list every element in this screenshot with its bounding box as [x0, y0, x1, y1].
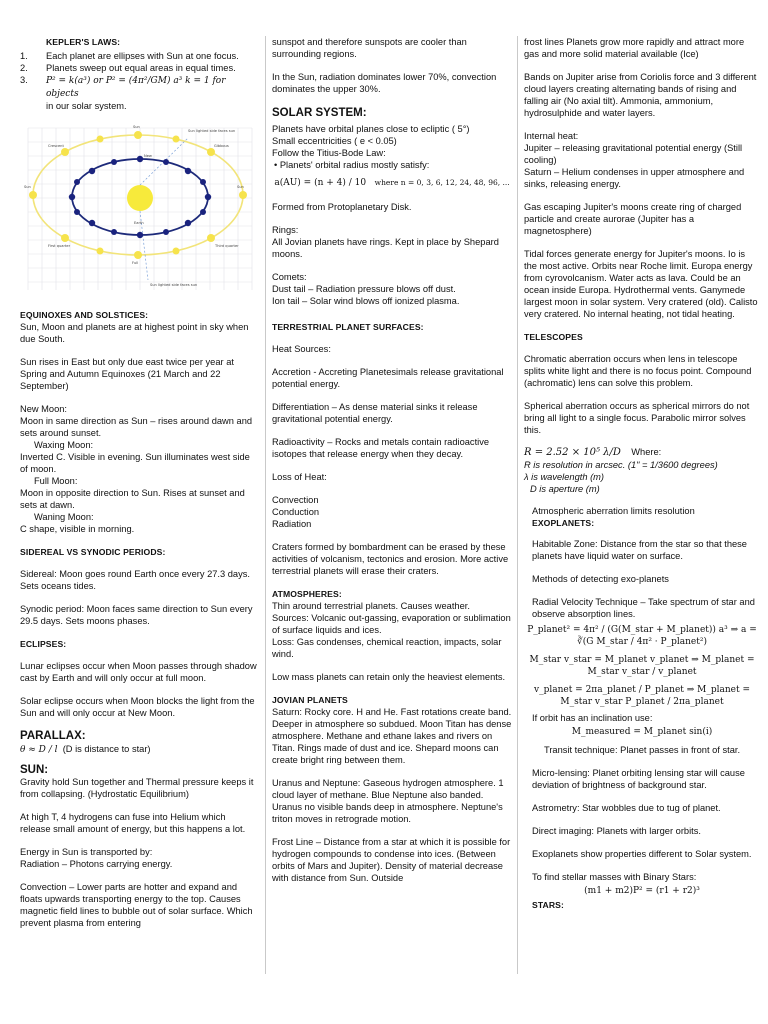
eclipses-p2: Solar eclipse occurs when Moon blocks the light from the Sun and will only occur at New Moon.: [20, 696, 255, 718]
radioactivity: Radioactivity – Rocks and metals contain radioactive isotopes that release energy when they decay.: [272, 437, 490, 459]
loss-heading: Loss of Heat:: [272, 472, 327, 482]
exoplanet-properties: Exoplanets show properties different to Solar system.: [532, 849, 752, 859]
solar-title: SOLAR SYSTEM:: [272, 107, 367, 119]
habitable-zone: Habitable Zone: Distance from the star so that these planets have liquid water on surface.: [532, 539, 747, 561]
sun-title: SUN:: [20, 764, 49, 776]
resolution-block: R = 2.52 × 10⁵ λ/D Where: R is resolution in arcsec. (1" = 1/3600 degrees) λ is wavelength (m) D is aperture (m): [524, 447, 718, 494]
exo-formula-3: v_planet = 2πa_planet / P_planet ⇒ M_planet = M_star v_star P_planet / 2πa_planet: [533, 685, 751, 707]
column-2: [272, 36, 512, 974]
eclipses-p1: Lunar eclipses occur when Moon passes through shadow cast by Earth and will only occur at full moon.: [20, 661, 257, 683]
binary-stars: To find stellar masses with Binary Stars:: [532, 872, 697, 882]
parallax-title: PARALLAX:: [20, 730, 86, 742]
diagram-label: Earth: [134, 221, 144, 225]
equinox-p2: Sun rises in East but only due east twice per year at Spring and Autumn Equinoxes (21 March and 22 September): [20, 357, 234, 391]
transit: Transit technique: Planet passes in front of star.: [544, 745, 741, 755]
exo-formula-4: M_measured = M_planet sin(i): [571, 727, 713, 737]
exo-formula-5: (m1 + m2)P² = (r1 + r2)³: [584, 886, 700, 896]
atmospheres-list: Thin around terrestrial planets. Causes weather. Sources: Volcanic out-gassing, evaporation or sublimation of surface liquids and ices. Loss: Gas condenses, chemical reaction, impacts, solar wind.: [272, 601, 511, 659]
moon-phases-diagram: [20, 120, 258, 298]
jovian-saturn: Saturn: Rocky core. H and He. Fast rotations create band. Deeper in atmosphere so subdued. Moon Titan has dense atmosphere. Methane and ethane lakes and rivers on Titan. Rings made of dust and ice. Shepard moons can create bright ring between them.: [272, 707, 512, 765]
kepler-list: [20, 50, 258, 112]
eclipses-title: ECLIPSES:: [20, 639, 67, 649]
diagram-label: New: [144, 154, 152, 158]
atmospheres-title: ATMOSPHERES:: [272, 589, 342, 599]
differentiation: Differentiation – As dense material sinks it release gravitational potential energy.: [272, 402, 478, 424]
diagram-label: Sun lighted side faces sun: [150, 283, 198, 287]
astrometry: Astrometry: Star wobbles due to tug of planet.: [532, 803, 721, 813]
spherical-aberration: Spherical aberration occurs as spherical mirrors do not bring all light to a single focus. Parabolic mirror solves this.: [524, 401, 750, 435]
sidereal-p2: Synodic period: Moon faces same direction to Sun every 29.5 days. Sets moons phases.: [20, 604, 253, 626]
atmospheric-aberration: Atmospheric aberration limits resolution: [532, 506, 695, 516]
atmospheres-p2: Low mass planets can retain only the heaviest elements.: [272, 672, 506, 682]
craters: Craters formed by bombardment can be erased by these activities of volcanism, tectonics and erosion. More active terrestrial planets will erase their craters.: [272, 542, 509, 576]
jovian-title: JOVIAN PLANETS: [272, 695, 348, 705]
frost-line: Frost Line – Distance from a star at which it is possible for hydrogen compounds to condense into ices. (Between orbits of Mars and Jupiter). Density of material decrease with distance from Sun. Outside: [272, 837, 511, 883]
diagram-label: First quarter: [48, 244, 71, 248]
inclination: If orbit has an inclination use:: [532, 713, 653, 723]
diagram-label: Full: [132, 261, 139, 265]
exo-formula-1: P_planet² = 4π² / (G(M_star + M_planet)) a³ ⇒ a = ∛(G M_star / 4π² · P_planet²): [527, 625, 757, 647]
solar-rings: Rings: All Jovian planets have rings. Kept in place by Shepard moons.: [272, 225, 499, 259]
kepler-title: KEPLER'S LAWS:: [46, 37, 121, 47]
solar-rules: Planets have orbital planes close to ecliptic ( 5°) Small eccentricities ( e < 0.05) Follow the Titius-Bode Law: • Planets' orbital radius mostly satisfy:: [272, 124, 470, 170]
diagram-label: Sun: [133, 125, 140, 129]
parallax-formula: θ ≈ D / l: [20, 745, 58, 755]
telescopes-title: TELESCOPES: [524, 332, 583, 342]
moon-phases-text: New Moon: Moon in same direction as Sun – rises around dawn and sets around sunset. Waxing Moon: Inverted C. Visible in evening. Sun illuminates west side of moon. Full Moon: Moon in opposite direction to Sun. Rises at sunset and sets at dawn. Waning Moon: C shape, visible in morning.: [20, 404, 253, 534]
kepler-law: 1. Each planet are ellipses with Sun at one focus.: [20, 51, 239, 61]
sun-p3: Energy in Sun is transported by: Radiation – Photons carrying energy.: [20, 847, 173, 869]
sun-p2: At high T, 4 hydrogens can fuse into Helium which release small amount of energy, but this happens a lot.: [20, 812, 246, 834]
jovian-uranus: Uranus and Neptune: Gaseous hydrogen atmosphere. 1 cloud layer of methane. Blue Neptune also banded. Uranus no visible bands deep in atmosphere. Neptune's triton moves in retrograde motion.: [272, 778, 504, 824]
chromatic-aberration: Chromatic aberration occurs when lens in telescope splits white light and there is no focus point. Compound (achromatic) lens can solve this problem.: [524, 354, 752, 388]
column-divider: [517, 36, 518, 974]
exo-formula-2: M_star v_star = M_planet v_planet ⇒ M_planet = M_star v_star / v_planet: [529, 655, 755, 677]
sun-p6: In the Sun, radiation dominates lower 70%, convection dominates the upper 30%.: [272, 72, 497, 94]
loss-list: Convection Conduction Radiation: [272, 495, 320, 529]
accretion: Accretion - Accreting Planetesimals release gravitational potential energy.: [272, 367, 504, 389]
sun-p5: sunspot and therefore sunspots are cooler than surrounding regions.: [272, 37, 467, 59]
stars-title: STARS:: [532, 900, 564, 910]
equinox-title: EQUINOXES AND SOLSTICES:: [20, 310, 149, 320]
exoplanets-title: EXOPLANETS:: [532, 518, 595, 528]
terrestrial-title: TERRESTRIAL PLANET SURFACES:: [272, 322, 424, 332]
diagram-label: Third quarter: [215, 244, 239, 248]
parallax-line: θ ≈ D / l (D is distance to star): [20, 744, 151, 755]
direct-imaging: Direct imaging: Planets with larger orbits.: [532, 826, 701, 836]
sun-p4: Convection – Lower parts are hotter and expand and floats upwards transporting energy to the top. Causes magnetic field lines to bubble out of solar surface. Which prevent plasma from entering: [20, 882, 253, 928]
kepler-law: 2. Planets sweep out equal areas in equal times.: [20, 63, 236, 73]
diagram-label: Gibbous: [214, 144, 229, 148]
detection-methods: Methods of detecting exo-planets: [532, 574, 669, 584]
jupiter-aurorae: Gas escaping Jupiter's moons create ring of charged particle and create aurorae (Jupiter has a magnetosphere): [524, 202, 742, 236]
diagram-label: Crescent: [48, 144, 64, 148]
diagram-label: Sun: [24, 185, 31, 189]
kepler-law: 3. P² = k(a³) or P² = (4π²/GM) a³ k = 1 for objects in our solar system.: [20, 75, 226, 111]
column-1: [20, 36, 258, 974]
resolution-formula: R = 2.52 × 10⁵ λ/D: [524, 447, 621, 458]
equinox-p1: Sun, Moon and planets are at highest point in sky when due South.: [20, 322, 249, 344]
frost-line-continued: frost lines Planets grow more rapidly and attract more gas and more solid material available (Ice): [524, 37, 745, 59]
sidereal-p1: Sidereal: Moon goes round Earth once every 27.3 days. Sets oceans tides.: [20, 569, 250, 591]
tidal-forces: Tidal forces generate energy for Jupiter's moons. Io is the most active. Orbits near Roche limit. Europa energy from cyrovolcanism. Water acts as lava. Could be an ocean inside Europa. Hydrothermal vents. Ganymede largest moon in solar system. Very cratered (old). Calisto very cratered. No internal heating, not tidal heating.: [524, 249, 758, 319]
solar-formed: Formed from Protoplanetary Disk.: [272, 202, 412, 212]
heat-sources-heading: Heat Sources:: [272, 344, 331, 354]
sidereal-title: SIDEREAL VS SYNODIC PERIODS:: [20, 547, 166, 557]
jupiter-bands: Bands on Jupiter arise from Coriolis force and 3 different cloud layers creating alternating bands of rising and falling air (No axial tilt). Ammonia, ammonium, hydrosulphide and water layers.: [524, 72, 757, 118]
diagram-label: Sun: [237, 185, 244, 189]
kepler-third-law-formula: P² = k(a³) or P² = (4π²/GM) a³ k = 1 for objects: [46, 76, 226, 99]
solar-comets: Comets: Dust tail – Radiation pressure blows off dust. Ion tail – Solar wind blows off ionized plasma.: [272, 272, 460, 306]
diagram-label: Sun lighted side faces sun: [188, 129, 236, 133]
radial-velocity: Radial Velocity Technique – Take spectrum of star and observe absorption lines.: [532, 597, 755, 619]
column-divider: [265, 36, 266, 974]
titius-bode-formula: a(AU) = (n + 4) / 10 where n = 0, 3, 6, 12, 24, 48, 96, ...: [274, 178, 510, 188]
column-3: [524, 36, 760, 974]
internal-heat: Internal heat: Jupiter – releasing gravitational potential energy (Still cooling) Saturn – Helium condenses in upper atmosphere and sinks, releasing energy.: [524, 131, 745, 189]
micro-lensing: Micro-lensing: Planet orbiting lensing star will cause deviation of brightness of background star.: [532, 768, 745, 790]
sun-p1: Gravity hold Sun together and Thermal pressure keeps it from collapsing. (Hydrostatic Equilibrium): [20, 777, 254, 799]
